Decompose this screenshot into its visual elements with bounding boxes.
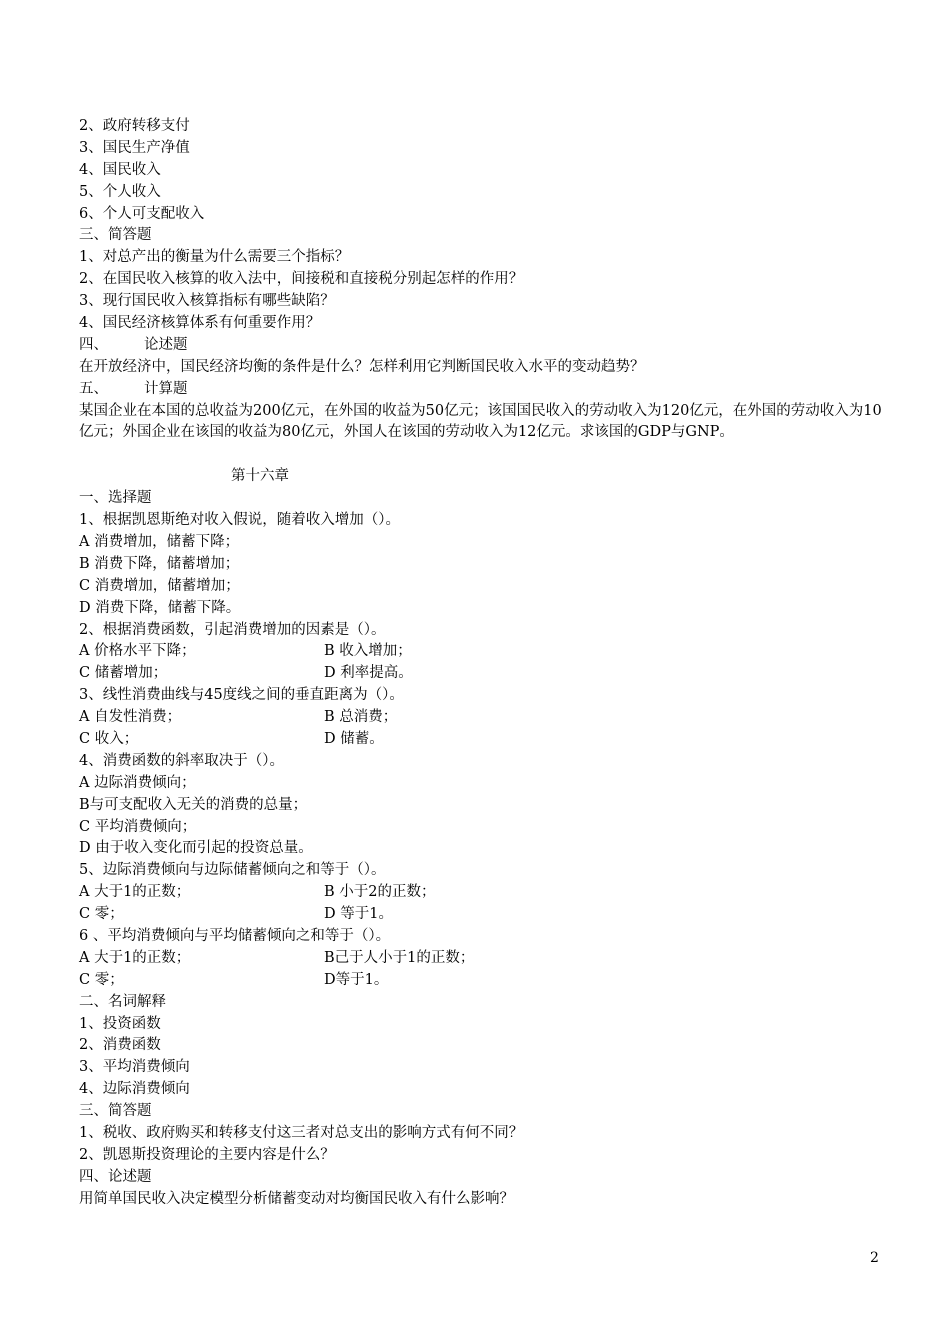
section-heading: 一、选择题	[79, 490, 152, 507]
section-number: 五、	[79, 380, 108, 397]
option: C 消费增加，储蓄增加；	[79, 577, 240, 594]
option: A 大于1的正数；	[79, 949, 191, 966]
section-heading	[79, 335, 884, 357]
option-row	[79, 904, 884, 926]
question: 用简单国民收入决定模型分析储蓄变动对均衡国民收入有什么影响？	[79, 1190, 514, 1207]
option: D 等于1。	[324, 906, 393, 923]
option: B 总消费；	[324, 709, 398, 726]
question-stem: 5、边际消费倾向与边际储蓄倾向之和等于（）。	[79, 862, 386, 879]
option: B己于人小于1的正数；	[324, 949, 475, 966]
question: 4、国民经济核算体系有何重要作用？	[79, 315, 321, 332]
question: 在开放经济中，国民经济均衡的条件是什么？怎样利用它判断国民收入水平的变动趋势？	[79, 358, 645, 375]
question-stem: 4、消费函数的斜率取决于（）。	[79, 752, 284, 769]
chapter-title: 第十六章	[231, 468, 289, 485]
section-heading: 二、名词解释	[79, 993, 166, 1010]
question-stem: 1、根据凯恩斯绝对收入假说，随着收入增加（）。	[79, 512, 400, 529]
term-item: 2、政府转移支付	[79, 118, 190, 134]
option: B 消费下降，储蓄增加；	[79, 555, 240, 572]
term-item: 3、国民生产净值	[79, 139, 190, 156]
question-stem: 6 、平均消费倾向与平均储蓄倾向之和等于（）。	[79, 927, 391, 944]
term-item: 5、个人收入	[79, 183, 161, 200]
option: C 储蓄增加；	[79, 665, 168, 682]
option: B 小于2的正数；	[324, 884, 436, 901]
option: D 利率提高。	[324, 665, 413, 682]
option-row	[79, 707, 884, 729]
term-item: 2、消费函数	[79, 1037, 161, 1054]
section-heading: 三、简答题	[79, 1103, 152, 1120]
option: B与可支配收入无关的消费的总量；	[79, 796, 308, 813]
option: D 由于收入变化而引起的投资总量。	[79, 840, 313, 857]
page-content	[79, 116, 884, 1211]
option-row	[79, 882, 884, 904]
question: 1、税收、政府购买和转移支付这三者对总支出的影响方式有何不同？	[79, 1125, 524, 1141]
option: C 平均消费倾向；	[79, 818, 197, 835]
term-item: 4、国民收入	[79, 161, 161, 178]
option-row	[79, 729, 884, 751]
option: A 大于1的正数；	[79, 884, 191, 901]
section-number: 四、	[79, 336, 108, 353]
section-label: 论述题	[144, 336, 188, 353]
option: A 价格水平下降；	[79, 643, 196, 660]
option: C 零；	[79, 971, 124, 988]
option-row	[79, 663, 884, 685]
option-row	[79, 948, 884, 970]
calculation-question: 某国企业在本国的总收益为200亿元，在外国的收益为50亿元；该国国民收入的劳动收入为120亿元，在外国的劳动收入为10亿元；外国企业在该国的收益为80亿元，外国人在该国的劳动收入为12亿元。求该国的GDP与GNP。	[79, 402, 882, 441]
question: 2、凯恩斯投资理论的主要内容是什么？	[79, 1146, 335, 1163]
page-number: 2	[870, 1250, 879, 1266]
question: 1、对总产出的衡量为什么需要三个指标？	[79, 249, 350, 266]
option: D 消费下降，储蓄下降。	[79, 599, 241, 616]
option: A 自发性消费；	[79, 709, 182, 726]
term-item: 3、平均消费倾向	[79, 1059, 190, 1076]
option-row	[79, 970, 884, 992]
question: 2、在国民收入核算的收入法中，间接税和直接税分别起怎样的作用？	[79, 271, 524, 288]
term-item: 1、投资函数	[79, 1015, 161, 1032]
option: C 零；	[79, 906, 124, 923]
question-stem: 3、线性消费曲线与45度线之间的垂直距离为（）。	[79, 687, 404, 704]
option-row	[79, 641, 884, 663]
section-label: 计算题	[144, 380, 188, 397]
option: B 收入增加；	[324, 643, 412, 660]
question-stem: 2、根据消费函数，引起消费增加的因素是（）。	[79, 621, 386, 638]
option: D等于1。	[324, 971, 389, 988]
question: 3、现行国民收入核算指标有哪些缺陷？	[79, 293, 335, 310]
term-item: 6、个人可支配收入	[79, 205, 205, 222]
section-heading	[79, 379, 884, 401]
section-heading: 四、论述题	[79, 1168, 152, 1185]
option: D 储蓄。	[324, 730, 384, 747]
option: C 收入；	[79, 730, 139, 747]
option: A 边际消费倾向；	[79, 774, 196, 791]
section-heading: 三、简答题	[79, 227, 152, 244]
term-item: 4、边际消费倾向	[79, 1081, 190, 1098]
option: A 消费增加，储蓄下降；	[79, 533, 240, 550]
